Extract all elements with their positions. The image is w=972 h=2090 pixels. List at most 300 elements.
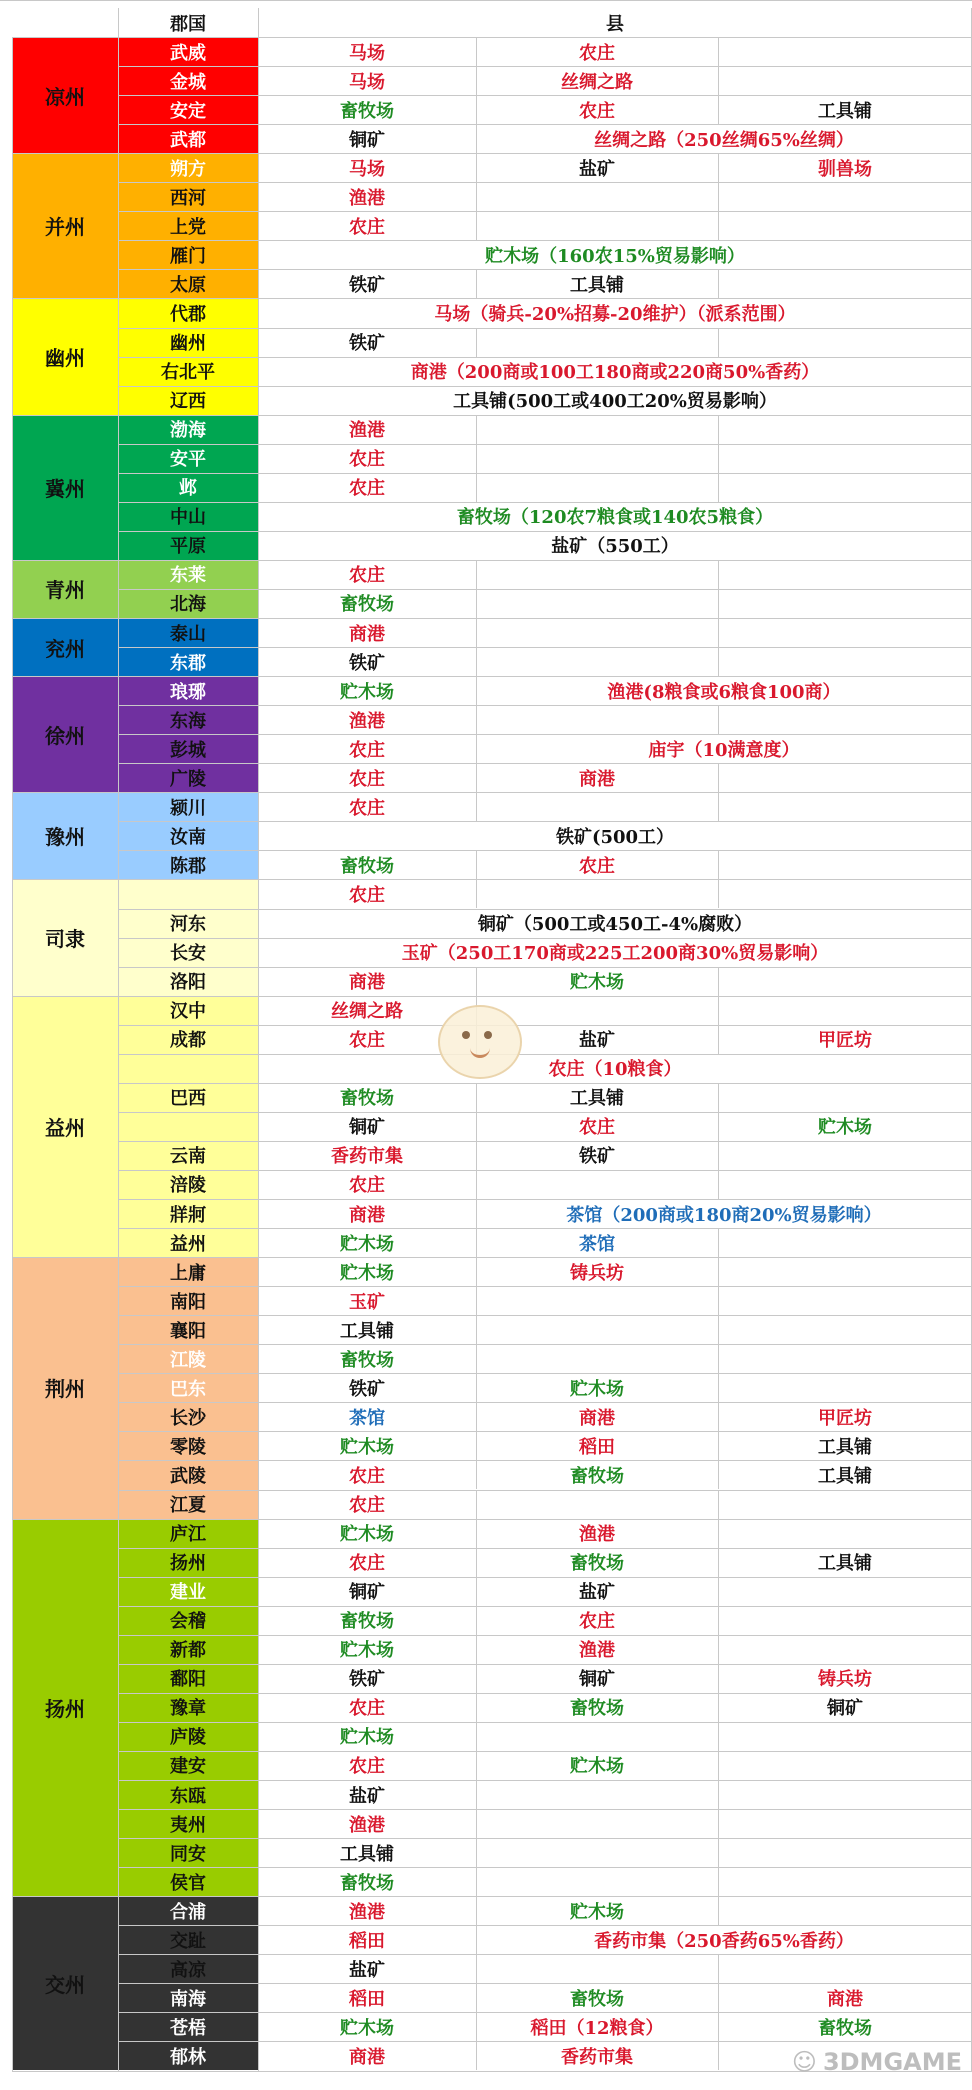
commandery-name: 彭城 [170,739,206,761]
mascot-watermark-icon [438,1005,522,1079]
grid-line [718,1751,719,1780]
county-cell: 贮木场 [340,1233,394,1255]
grid-line [718,182,719,211]
grid-line [718,1548,719,1577]
province-cell: 冀州 [12,415,118,560]
grid-line [718,1083,719,1112]
commandery-name: 幽州 [170,333,206,355]
commandery-name: 江陵 [170,1349,206,1371]
grid-line [476,2041,477,2070]
commandery-name: 南阳 [170,1291,206,1313]
county-cell [718,967,972,996]
county-cell [718,1257,972,1286]
grid-line [718,1025,719,1054]
province-cell: 豫州 [12,792,118,879]
grid-line [718,153,719,182]
county-cell: 铁矿(500工） [555,826,675,848]
county-cell [718,996,972,1025]
county-cell: 农庄 [349,1030,385,1052]
grid-line [476,850,477,879]
grid-line [476,328,477,357]
grid-line [476,211,477,240]
grid-line [476,705,477,734]
county-cell: 丝绸之路 [561,71,633,93]
county-cell: 农庄 [349,739,385,761]
grid-line [718,1460,719,1489]
county-cell: 畜牧场 [570,1988,624,2010]
county-cell: 农庄 [349,216,385,238]
county-cell [718,328,972,357]
county-cell: 工具铺 [340,1843,394,1865]
grid-line [476,1925,477,1954]
header-county: 县 [606,13,624,35]
county-cell [476,473,718,502]
county-cell: 铁矿 [349,1378,385,1400]
county-cell: 畜牧场 [340,1611,394,1633]
county-cell: 工具铺 [570,274,624,296]
grid-line [718,1780,719,1809]
commandery-name: 长安 [170,943,206,965]
commandery-name: 扬州 [170,1553,206,1575]
county-cell [718,1083,972,1112]
commandery-name: 汝南 [170,826,206,848]
county-cell: 农庄 [579,1117,615,1139]
grid-line [476,415,477,444]
grid-line [718,850,719,879]
county-cell: 铜矿 [349,1582,385,1604]
commandery-name: 安定 [170,100,206,122]
site-watermark [792,2048,962,2076]
grid-line [476,66,477,95]
commandery-name: 中山 [170,507,206,529]
grid-line [718,1519,719,1548]
grid-line [12,37,13,2071]
county-cell: 畜牧场 [570,1553,624,1575]
county-cell: 农庄 [349,478,385,500]
county-cell: 商港 [579,768,615,790]
county-cell: 甲匠坊 [818,1030,872,1052]
county-cell: 贮木场 [340,1640,394,1662]
county-cell: 农庄 [579,100,615,122]
county-cell: 茶馆 [579,1233,615,1255]
county-cell: 铁矿 [349,652,385,674]
county-cell: 丝绸之路（250丝绸65%丝绸） [594,129,854,151]
county-cell [718,1286,972,1315]
province-cell: 幽州 [12,298,118,414]
grid-line [476,1170,477,1199]
grid-line [476,1083,477,1112]
grid-line [476,1751,477,1780]
commandery-name: 长沙 [170,1407,206,1429]
county-cell [718,1751,972,1780]
county-cell: 畜牧场 [340,1088,394,1110]
county-cell: 商港 [579,1407,615,1429]
grid-line [718,1373,719,1402]
county-cell: 盐矿 [579,158,615,180]
county-cell: 农庄 [349,1698,385,1720]
county-cell [718,618,972,647]
county-cell: 贮木场 [340,1262,394,1284]
county-cell [476,560,718,589]
grid-line [718,1490,719,1519]
county-cell: 盐矿（550工） [551,536,679,558]
grid-line [476,1141,477,1170]
county-cell: 甲匠坊 [818,1407,872,1429]
county-cell: 工具铺 [818,100,872,122]
county-cell: 畜牧场 [340,1872,394,1894]
county-cell [718,589,972,618]
county-cell [718,1635,972,1664]
county-cell [718,705,972,734]
county-cell [476,1170,718,1199]
county-cell: 铜矿 [579,1669,615,1691]
grid-line [476,1896,477,1925]
grid-line [476,734,477,763]
county-cell: 铜矿（500工或450工-4%腐败） [477,914,753,936]
grid-line [476,763,477,792]
county-cell [476,1344,718,1373]
county-cell: 农庄 [579,42,615,64]
province-cell: 并州 [12,153,118,298]
county-cell: 铁矿 [349,1669,385,1691]
county-cell [476,1809,718,1838]
county-cell: 茶馆 [349,1407,385,1429]
commandery-name: 颍川 [170,797,206,819]
grid-line [718,211,719,240]
county-cell: 马场 [349,71,385,93]
county-cell [718,1780,972,1809]
county-cell: 渔港(8粮食或6粮食100商） [607,681,841,703]
grid-line [476,182,477,211]
grid-line [0,0,972,1]
grid-line [476,444,477,473]
grid-line [476,1548,477,1577]
grid-line [476,560,477,589]
county-cell [476,879,718,908]
grid-line [718,444,719,473]
county-cell: 玉矿 [349,1291,385,1313]
county-cell [718,850,972,879]
county-cell: 工具铺 [818,1436,872,1458]
grid-line [718,1315,719,1344]
grid-line [476,124,477,153]
county-cell: 渔港 [349,187,385,209]
county-cell: 渔港 [349,420,385,442]
commandery-name: 郁林 [170,2046,206,2068]
commandery-name: 巴西 [170,1088,206,1110]
county-cell: 贮木场 [570,972,624,994]
grid-line [718,415,719,444]
county-cell: 农庄 [349,1553,385,1575]
county-cell [476,1780,718,1809]
county-cell: 工具铺 [570,1088,624,1110]
grid-line [476,1838,477,1867]
county-cell: 贮木场 [570,1901,624,1923]
county-cell [476,1954,718,1983]
county-cell: 盐矿 [349,1785,385,1807]
grid-line [476,1373,477,1402]
county-cell [718,1577,972,1606]
commandery-name: 成都 [170,1030,206,1052]
county-cell: 商港 [349,1204,385,1226]
commandery-name: 西河 [170,187,206,209]
county-cell: 铜矿 [349,1117,385,1139]
commandery-name: 武威 [170,42,206,64]
grid-line [476,1402,477,1431]
grid-line [476,1577,477,1606]
grid-line [718,1664,719,1693]
grid-line [476,1983,477,2012]
county-cell [718,1373,972,1402]
county-cell: 盐矿 [579,1030,615,1052]
county-cell: 农庄 [579,1611,615,1633]
commandery-name: 代郡 [170,303,206,325]
county-cell: 茶馆（200商或180商20%贸易影响） [566,1204,882,1226]
grid-line [718,2012,719,2041]
grid-line [718,560,719,589]
grid-line [718,1635,719,1664]
commandery-name: 东海 [170,710,206,732]
county-cell: 畜牧场 [570,1698,624,1720]
grid-line [718,763,719,792]
county-cell: 盐矿 [579,1582,615,1604]
grid-line [476,1257,477,1286]
commandery-name: 安平 [170,449,206,471]
commandery-name: 金城 [170,71,206,93]
county-cell: 贮木场 [570,1756,624,1778]
grid-line [718,328,719,357]
commandery-name: 武陵 [170,1465,206,1487]
county-cell [718,1838,972,1867]
county-cell [476,1722,718,1751]
county-cell [718,1809,972,1838]
county-cell: 商港 [349,2046,385,2068]
county-cell [718,1344,972,1373]
commandery-name: 庐江 [170,1524,206,1546]
county-cell: 工具铺 [818,1465,872,1487]
commandery-name: 豫章 [170,1698,206,1720]
grid-line [476,1431,477,1460]
grid-line [476,967,477,996]
commandery-name: 朔方 [170,158,206,180]
grid-line [476,879,477,908]
province-cell: 司隶 [12,879,118,995]
commandery-name: 平原 [170,536,206,558]
grid-line [718,1286,719,1315]
commandery-name: 雁门 [170,245,206,267]
county-cell [718,1867,972,1896]
commandery-name: 东郡 [170,652,206,674]
commandery-name [118,1112,258,1141]
grid-line [476,1286,477,1315]
commandery-name: 牂牁 [170,1204,206,1226]
commandery-name: 汉中 [170,1001,206,1023]
province-cell: 青州 [12,560,118,618]
grid-line [718,1431,719,1460]
county-cell [476,647,718,676]
county-cell: 渔港 [579,1524,615,1546]
county-cell: 铜矿 [349,129,385,151]
grid-line [718,66,719,95]
county-cell: 商港 [827,1988,863,2010]
commandery-name: 北海 [170,594,206,616]
county-cell: 贮木场 [340,1727,394,1749]
grid-line [718,589,719,618]
county-cell: 贮木场 [818,1117,872,1139]
county-cell: 贮木场 [340,681,394,703]
county-cell: 农庄 [349,1465,385,1487]
grid-line [476,37,477,66]
grid-line [476,1780,477,1809]
grid-line [718,792,719,821]
grid-line [718,1809,719,1838]
county-cell [476,1838,718,1867]
county-cell [718,1722,972,1751]
grid-line [718,1344,719,1373]
grid-line [476,2012,477,2041]
province-cell: 徐州 [12,676,118,792]
county-cell [718,1228,972,1257]
province-cell: 交州 [12,1896,118,2070]
grid-line [718,1170,719,1199]
commandery-name: 建业 [170,1582,206,1604]
county-cell: 稻田 [579,1436,615,1458]
county-cell: 马场 [349,42,385,64]
county-cell [718,560,972,589]
grid-line [476,1722,477,1751]
grid-line [718,1112,719,1141]
county-cell: 畜牧场 [340,100,394,122]
county-cell: 铁矿 [349,274,385,296]
county-cell: 渔港 [349,1814,385,1836]
county-cell: 玉矿（250工170商或225工200商30%贸易影响） [401,943,829,965]
county-cell: 渔港 [349,1901,385,1923]
county-cell [718,1490,972,1519]
grid-line [718,1954,719,1983]
grid-line [476,1199,477,1228]
county-cell: 农庄 [349,1175,385,1197]
county-cell [718,763,972,792]
grid-line [718,37,719,66]
commandery-name: 南海 [170,1988,206,2010]
county-cell [718,1141,972,1170]
commandery-name: 襄阳 [170,1320,206,1342]
commandery-name: 高凉 [170,1959,206,1981]
county-cell: 马场（骑兵-20%招募-20维护）（派系范围） [434,303,796,325]
grid-line [476,647,477,676]
grid-line [718,473,719,502]
county-cell: 铸兵坊 [818,1669,872,1691]
commandery-name [118,1054,258,1083]
county-cell: 铁矿 [349,333,385,355]
commandery-name: 洛阳 [170,972,206,994]
county-cell [476,1286,718,1315]
county-cell: 驯兽场 [818,158,872,180]
commandery-name: 邺 [179,478,197,500]
grid-line [718,95,719,124]
commandery-name: 云南 [170,1146,206,1168]
commandery-name: 上庸 [170,1262,206,1284]
grid-line [476,1519,477,1548]
grid-line [476,618,477,647]
county-cell: 农庄 [349,565,385,587]
county-cell [718,415,972,444]
county-cell [718,1170,972,1199]
grid-line [718,2041,719,2070]
county-cell: 农庄 [349,449,385,471]
county-cell [718,444,972,473]
county-cell [718,1519,972,1548]
county-cell [718,37,972,66]
county-cell: 稻田 [349,1930,385,1952]
county-cell: 贮木场 [340,1524,394,1546]
grid-line [718,967,719,996]
county-cell: 渔港 [349,710,385,732]
county-cell: 农庄 [349,797,385,819]
grid-line [718,1693,719,1722]
commandery-name: 侯官 [170,1872,206,1894]
county-cell: 铜矿 [827,1698,863,1720]
county-cell: 丝绸之路 [331,1001,403,1023]
commandery-name: 庐陵 [170,1727,206,1749]
commandery-name: 泰山 [170,623,206,645]
county-cell [718,66,972,95]
province-cell: 扬州 [12,1519,118,1897]
grid-line [718,1402,719,1431]
grid-line [718,879,719,908]
province-cell: 荆州 [12,1257,118,1518]
county-cell [476,705,718,734]
grid-line [476,676,477,705]
county-cell: 工具铺 [818,1553,872,1575]
county-cell [476,1867,718,1896]
grid-line [476,792,477,821]
county-cell: 畜牧场 [340,1349,394,1371]
grid-line [476,1112,477,1141]
grid-line [718,1983,719,2012]
grid-line [476,1867,477,1896]
commandery-name: 东瓯 [170,1785,206,1807]
grid-line [476,1606,477,1635]
county-cell: 马场 [349,158,385,180]
commandery-name: 苍梧 [170,2017,206,2039]
county-cell: 畜牧场（120农7粮食或140农5粮食） [456,507,774,529]
county-cell [718,182,972,211]
grid-line [476,153,477,182]
grid-line [718,1141,719,1170]
grid-line [476,1664,477,1693]
grid-line [718,1257,719,1286]
county-cell [476,1490,718,1519]
commandery-name: 巴东 [170,1378,206,1400]
county-cell [476,328,718,357]
county-cell: 畜牧场 [570,1465,624,1487]
county-cell: 农庄（10粮食） [548,1059,682,1081]
county-cell [476,618,718,647]
county-cell [476,792,718,821]
grid-line [118,8,119,2071]
grid-line [476,1809,477,1838]
commandery-name: 益州 [170,1233,206,1255]
commandery-name: 合浦 [170,1901,206,1923]
grid-line [476,1693,477,1722]
county-cell: 铸兵坊 [570,1262,624,1284]
county-cell [718,1315,972,1344]
commandery-name: 会稽 [170,1611,206,1633]
grid-line [718,996,719,1025]
province-cell: 益州 [12,996,118,1257]
commandery-name: 零陵 [170,1436,206,1458]
